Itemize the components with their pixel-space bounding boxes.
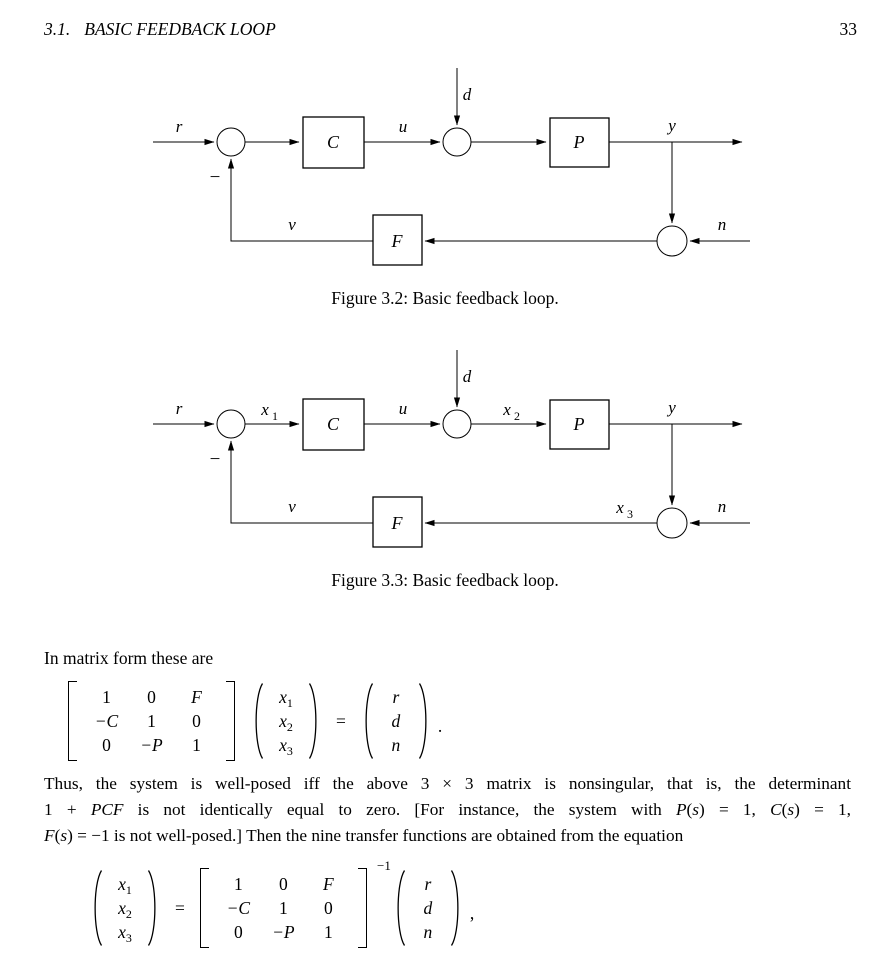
left-paren [361,682,374,760]
text-segment: C [770,800,782,819]
vector-entry: d [391,711,401,731]
coefficient-matrix [68,681,235,761]
paragraph-line [44,797,851,823]
section-title: BASIC FEEDBACK LOOP [84,19,276,39]
intro-text: In matrix form these are [44,648,214,668]
left-paren [251,682,264,760]
right-paren [418,682,431,760]
label-x3-base: x [616,498,624,517]
vector-entry: $x_2$ [118,898,132,921]
figure-3-3-diagram [0,342,890,562]
summing-junction-1 [217,128,245,156]
label-r: r [175,117,183,136]
signal-v-line [231,159,373,241]
state-vector [90,869,160,947]
text-segment: PCF [90,800,124,819]
text-segment: P [675,800,687,819]
summing-junction-2 [443,410,471,438]
matrix-cell: 1 [324,922,333,942]
coefficient-matrix [200,858,391,948]
matrix-cell: 0 [102,735,111,755]
label-d: d [462,85,472,104]
matrix-cell: −P [272,922,295,942]
label-u: u [398,117,408,136]
left-paren [90,869,103,947]
vector-entry: $x_1$ [279,687,293,710]
figure-3-2-diagram [0,60,890,280]
summing-junction-3 [657,508,687,538]
text-segment: 1 + [44,800,91,819]
matrix-cell: 1 [147,711,156,731]
inverse-exponent: −1 [377,858,391,873]
text-segment: F [44,826,55,845]
text-segment: s [60,826,68,845]
matrix-cell: −C [226,898,251,918]
left-paren [393,869,406,947]
equation-terminator: . [437,715,443,736]
block-f-label: F [391,231,403,251]
signal-v-line [231,441,373,523]
block-c-label: C [326,132,340,152]
matrix-cell: 1 [234,874,243,894]
label-y: y [668,398,676,417]
label-u: u [398,399,408,418]
block-c-label: C [326,414,340,434]
matrix-cell: 1 [102,687,111,707]
page-number: 33 [839,19,857,39]
vector-entry: r [424,874,432,894]
label-v: v [288,497,296,516]
label-x3-sub: 3 [627,507,633,521]
label-x1-sub: 1 [272,409,278,423]
text-segment: ) = −1 is not well-posed.] Then the nine transfer functions are obtained from the equation [67,826,684,845]
matrix-cell: 1 [279,898,288,918]
section-number: 3.1. [44,19,71,39]
equals-sign: = [336,710,346,731]
text-segment: s [787,800,795,819]
body-paragraph [44,771,851,849]
vector-entry: n [391,735,401,755]
left-bracket [68,681,77,761]
summing-junction-1 [217,410,245,438]
matrix-cell: F [191,687,202,707]
matrix-cell: −C [94,711,119,731]
text-segment: is not identically equal to zero. [For instance, the system with [123,800,676,819]
matrix-cell: 0 [234,922,243,942]
label-n: n [717,215,727,234]
label-v: v [288,215,296,234]
matrix-cell: F [323,874,334,894]
state-vector [251,682,321,760]
block-p-label: P [573,414,585,434]
vector-entry: $x_1$ [118,874,132,897]
label-x2-sub: 2 [514,409,520,423]
paragraph-line [44,771,851,797]
input-vector [393,869,463,947]
right-bracket [358,868,367,948]
right-bracket [226,681,235,761]
input-vector [361,682,431,760]
equation-terminator: , [469,902,475,923]
label-n: n [717,497,727,516]
paragraph-line [44,823,851,849]
right-paren [450,869,463,947]
text-segment: ) = 1, [794,800,851,819]
label-x2-base: x [503,400,511,419]
label-d: d [462,367,472,386]
label-y: y [668,116,676,135]
block-p-label: P [573,132,585,152]
text-segment: ( [54,826,61,845]
matrix-cell: −P [140,735,163,755]
label-x1-base: x [261,400,269,419]
minus-sign: − [209,167,221,188]
vector-entry: n [423,922,433,942]
matrix-cell: 0 [147,687,156,707]
left-bracket [200,868,209,948]
matrix-cell: 0 [192,711,201,731]
text-segment: ( [686,800,693,819]
text-segment: ( [781,800,788,819]
matrix-cell: 0 [324,898,333,918]
section-header [44,19,276,40]
summing-junction-2 [443,128,471,156]
matrix-cell: 0 [279,874,288,894]
vector-entry: r [392,687,400,707]
vector-entry: $x_3$ [279,735,293,758]
equals-sign: = [175,897,185,918]
summing-junction-3 [657,226,687,256]
matrix-cell: 1 [192,735,201,755]
equation-1 [68,681,442,761]
block-f-label: F [391,513,403,533]
equation-2 [90,858,475,948]
figure-3-2-caption: Figure 3.2: Basic feedback loop. [331,288,559,308]
vector-entry: $x_3$ [118,922,132,945]
vector-entry: $x_2$ [279,711,293,734]
vector-entry: d [423,898,433,918]
text-segment: Thus, the system is well-posed iff the above 3 × 3 matrix is nonsingular, that is, the determinant [44,774,851,793]
figure-3-3-caption: Figure 3.3: Basic feedback loop. [331,570,559,590]
label-r: r [175,399,183,418]
text-segment: s [692,800,699,819]
right-paren [147,869,160,947]
right-paren [308,682,321,760]
text-segment: ) = 1, [699,800,771,819]
minus-sign: − [209,449,221,470]
